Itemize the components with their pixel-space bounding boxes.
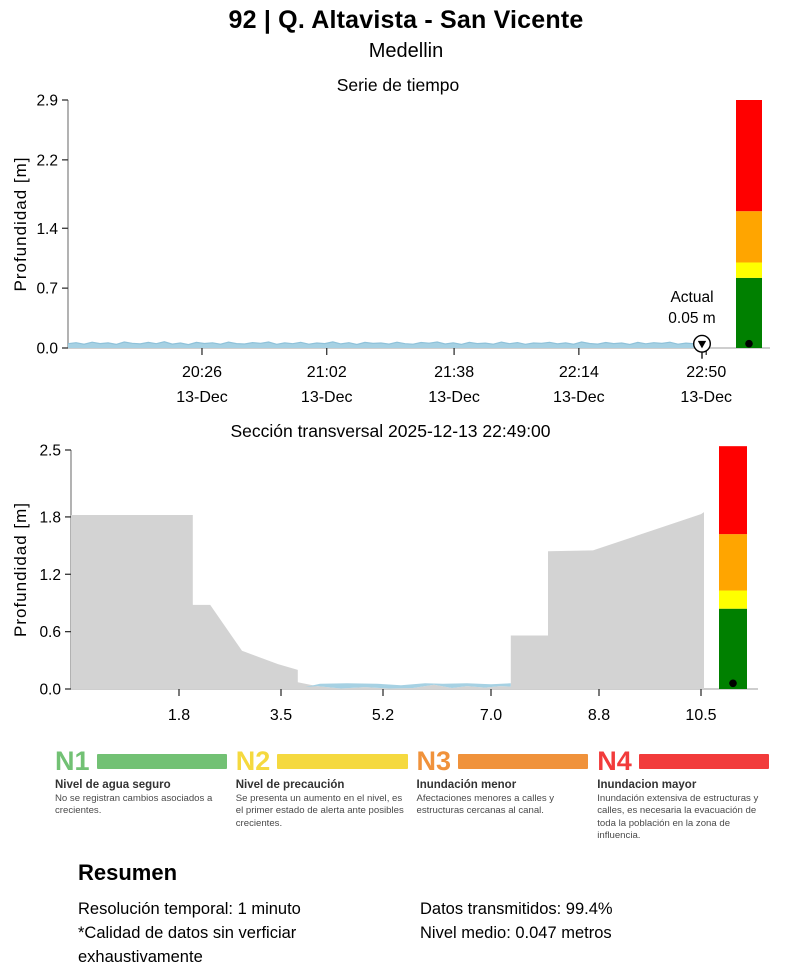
- legend-code-n4: N4: [597, 746, 632, 776]
- legend-title-n2: Nivel de precaución: [235, 779, 345, 791]
- x-tick-date-label: 13-Dec: [300, 389, 353, 405]
- colorbar-segment-n3: [736, 211, 762, 262]
- y-tick-label: 1.2: [39, 566, 61, 584]
- x-tick-label: 3.5: [269, 707, 293, 724]
- chart-title: Serie de tiempo: [336, 75, 460, 95]
- alert-level-legend: [55, 748, 769, 843]
- legend-title-n3: Inundación menor: [416, 779, 517, 791]
- x-tick-time-label: 21:38: [434, 364, 475, 381]
- actual-annotation-value: 0.05 m: [668, 310, 716, 327]
- x-tick-label: 7.0: [479, 707, 503, 724]
- legend-item-n4: [597, 748, 769, 843]
- x-tick-date-label: 13-Dec: [680, 389, 733, 405]
- legend-code-n2: N2: [235, 746, 271, 776]
- colorbar-segment-n4: [719, 446, 747, 534]
- legend-title-n4: Inundacion mayor: [597, 779, 697, 791]
- summary-right-column: [420, 898, 613, 946]
- summary-resolution: Resolución temporal: 1 minuto: [78, 900, 301, 918]
- summary-left-column: [78, 898, 408, 970]
- legend-description-n4: Inundación extensiva de estructuras y calles, es necesaria la evacuación de toda la población en la zona de influencia.: [597, 793, 759, 842]
- current-level-dot: [745, 340, 753, 348]
- page-title: 92 | Q. Altavista - San Vicente: [228, 6, 584, 34]
- x-tick-time-label: 20:26: [181, 364, 223, 381]
- colorbar-segment-n2: [719, 591, 747, 609]
- y-tick-label: 1.8: [39, 509, 61, 527]
- legend-description-n3: Afectaciones menores a calles y estructuras cercanas al canal.: [416, 793, 555, 817]
- legend-swatch-n3: [458, 754, 588, 769]
- legend-description-n1: No se registran cambios asociados a crecientes.: [55, 793, 213, 817]
- legend-swatch-n4: [639, 754, 769, 769]
- colorbar-segment-n3: [719, 534, 747, 590]
- colorbar-segment-n1: [736, 278, 762, 348]
- page-subtitle: Medellin: [368, 40, 444, 62]
- y-tick-label: 2.9: [36, 92, 58, 110]
- current-level-dot: [729, 679, 737, 687]
- y-tick-label: 2.2: [36, 152, 58, 170]
- y-tick-label: 0.0: [39, 681, 61, 699]
- colorbar-segment-n1: [719, 609, 747, 689]
- summary-section: [78, 860, 778, 970]
- y-tick-label: 0.7: [36, 280, 58, 298]
- actual-annotation-label: Actual: [670, 289, 714, 306]
- cross-section-chart: [0, 413, 812, 748]
- y-tick-label: 2.5: [39, 442, 61, 460]
- y-tick-label: 0.6: [39, 624, 61, 642]
- x-tick-label: 1.8: [167, 707, 191, 724]
- terrain-profile-area: [71, 512, 704, 689]
- x-tick-time-label: 22:50: [686, 364, 727, 381]
- legend-item-n2: [236, 748, 408, 843]
- summary-mean-level: Nivel medio: 0.047 metros: [420, 923, 612, 942]
- x-tick-date-label: 13-Dec: [176, 389, 228, 405]
- summary-transmitted: Datos transmitidos: 99.4%: [420, 900, 613, 918]
- legend-description-n2: Se presenta un aumento en el nivel, es el primer estado de alerta ante posibles crecientes.: [235, 793, 404, 829]
- legend-code-n3: N3: [416, 746, 452, 776]
- legend-item-n1: [55, 748, 227, 843]
- summary-quality-note-1: *Calidad de datos sin verficiar: [78, 923, 297, 942]
- legend-code-n1: N1: [55, 746, 90, 776]
- x-tick-date-label: 13-Dec: [553, 389, 605, 405]
- y-tick-label: 0.0: [36, 340, 58, 358]
- chart-title: Sección transversal 2025-12-13 22:49:00: [230, 421, 551, 441]
- x-tick-label: 8.8: [587, 707, 611, 724]
- summary-heading: Resumen: [78, 860, 178, 885]
- y-axis-label: Profundidad [m]: [11, 156, 30, 292]
- x-tick-date-label: 13-Dec: [428, 389, 480, 405]
- legend-swatch-n2: [277, 754, 407, 769]
- y-axis-label: Profundidad [m]: [11, 501, 30, 638]
- legend-swatch-n1: [97, 754, 227, 769]
- x-tick-label: 5.2: [371, 707, 395, 724]
- colorbar-segment-n4: [736, 100, 762, 211]
- legend-title-n1: Nivel de agua seguro: [55, 779, 171, 791]
- y-tick-label: 1.4: [36, 220, 58, 238]
- x-tick-time-label: 21:02: [306, 364, 347, 381]
- colorbar-segment-n2: [736, 262, 762, 277]
- timeseries-chart: [0, 70, 812, 405]
- summary-quality-note-2: exhaustivamente: [78, 947, 203, 966]
- x-tick-time-label: 22:14: [558, 364, 599, 381]
- legend-item-n3: [417, 748, 589, 843]
- x-tick-label: 10.5: [685, 707, 717, 724]
